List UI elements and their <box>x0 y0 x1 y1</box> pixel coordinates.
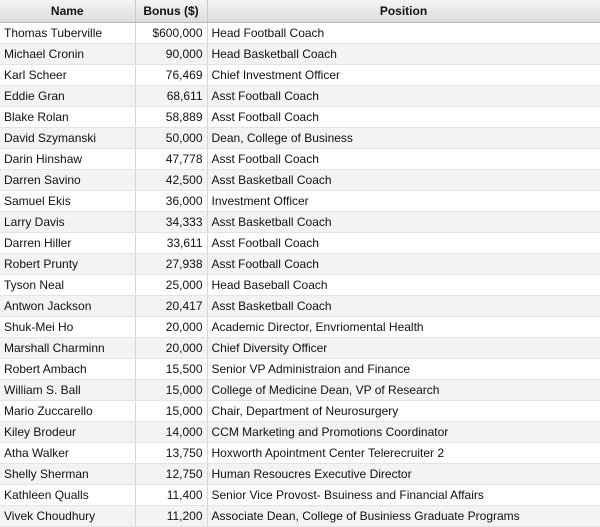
table-row <box>0 421 600 442</box>
cell-position: Chair, Department of Neurosurgery <box>207 400 600 421</box>
column-header-bonus[interactable]: Bonus ($) <box>135 0 207 22</box>
cell-bonus: 14,000 <box>135 421 207 442</box>
cell-position: Human Resoucres Executive Director <box>207 463 600 484</box>
table-row <box>0 232 600 253</box>
cell-name: Shuk-Mei Ho <box>0 316 135 337</box>
cell-name: Samuel Ekis <box>0 190 135 211</box>
cell-bonus: 25,000 <box>135 274 207 295</box>
cell-name: Vivek Choudhury <box>0 505 135 526</box>
table-row <box>0 316 600 337</box>
column-header-name[interactable]: Name <box>0 0 135 22</box>
cell-bonus: 90,000 <box>135 43 207 64</box>
column-header-position[interactable]: Position <box>207 0 600 22</box>
cell-name: Tyson Neal <box>0 274 135 295</box>
cell-position: Asst Basketball Coach <box>207 211 600 232</box>
cell-position: Head Baseball Coach <box>207 274 600 295</box>
cell-position: Asst Basketball Coach <box>207 295 600 316</box>
cell-bonus: 33,611 <box>135 232 207 253</box>
cell-name: Kiley Brodeur <box>0 421 135 442</box>
cell-bonus: 12,750 <box>135 463 207 484</box>
table-body <box>0 22 600 526</box>
cell-bonus: $600,000 <box>135 22 207 43</box>
cell-position: Investment Officer <box>207 190 600 211</box>
cell-bonus: 34,333 <box>135 211 207 232</box>
cell-name: Blake Rolan <box>0 106 135 127</box>
cell-bonus: 20,417 <box>135 295 207 316</box>
table-row <box>0 253 600 274</box>
table-row <box>0 505 600 526</box>
table-row <box>0 484 600 505</box>
cell-position: Academic Director, Envriomental Health <box>207 316 600 337</box>
table-row <box>0 337 600 358</box>
table-row <box>0 379 600 400</box>
cell-bonus: 20,000 <box>135 316 207 337</box>
cell-position: College of Medicine Dean, VP of Research <box>207 379 600 400</box>
cell-name: William S. Ball <box>0 379 135 400</box>
table-row <box>0 463 600 484</box>
cell-name: Larry Davis <box>0 211 135 232</box>
cell-name: Thomas Tuberville <box>0 22 135 43</box>
table-row <box>0 106 600 127</box>
cell-name: Eddie Gran <box>0 85 135 106</box>
cell-position: Senior Vice Provost- Bsuiness and Financial Affairs <box>207 484 600 505</box>
cell-position: Asst Football Coach <box>207 85 600 106</box>
table-row <box>0 442 600 463</box>
table-row <box>0 169 600 190</box>
cell-bonus: 15,000 <box>135 379 207 400</box>
cell-bonus: 20,000 <box>135 337 207 358</box>
cell-bonus: 27,938 <box>135 253 207 274</box>
cell-position: Asst Football Coach <box>207 253 600 274</box>
cell-position: Asst Football Coach <box>207 232 600 253</box>
cell-position: Associate Dean, College of Businiess Graduate Programs <box>207 505 600 526</box>
table-row <box>0 295 600 316</box>
cell-name: Karl Scheer <box>0 64 135 85</box>
table-row <box>0 358 600 379</box>
cell-position: Chief Investment Officer <box>207 64 600 85</box>
table-row <box>0 148 600 169</box>
cell-position: Senior VP Administraion and Finance <box>207 358 600 379</box>
cell-bonus: 68,611 <box>135 85 207 106</box>
cell-position: Dean, College of Business <box>207 127 600 148</box>
cell-name: Michael Cronin <box>0 43 135 64</box>
cell-name: Antwon Jackson <box>0 295 135 316</box>
cell-bonus: 42,500 <box>135 169 207 190</box>
cell-name: Mario Zuccarello <box>0 400 135 421</box>
cell-bonus: 50,000 <box>135 127 207 148</box>
cell-bonus: 11,400 <box>135 484 207 505</box>
cell-position: Head Basketball Coach <box>207 43 600 64</box>
cell-name: Marshall Charminn <box>0 337 135 358</box>
cell-bonus: 76,469 <box>135 64 207 85</box>
table-row <box>0 211 600 232</box>
header-row <box>0 0 600 22</box>
table-row <box>0 85 600 106</box>
table-row <box>0 190 600 211</box>
cell-bonus: 15,000 <box>135 400 207 421</box>
table-row <box>0 64 600 85</box>
cell-name: Darren Hiller <box>0 232 135 253</box>
cell-name: Robert Prunty <box>0 253 135 274</box>
cell-position: Hoxworth Apointment Center Telerecruiter 2 <box>207 442 600 463</box>
table-row <box>0 400 600 421</box>
cell-name: Kathleen Qualls <box>0 484 135 505</box>
cell-name: Atha Walker <box>0 442 135 463</box>
cell-position: Asst Football Coach <box>207 106 600 127</box>
cell-position: CCM Marketing and Promotions Coordinator <box>207 421 600 442</box>
cell-position: Chief Diversity Officer <box>207 337 600 358</box>
cell-bonus: 36,000 <box>135 190 207 211</box>
cell-name: Darin Hinshaw <box>0 148 135 169</box>
cell-name: David Szymanski <box>0 127 135 148</box>
cell-position: Head Football Coach <box>207 22 600 43</box>
table-row <box>0 274 600 295</box>
cell-name: Robert Ambach <box>0 358 135 379</box>
cell-bonus: 15,500 <box>135 358 207 379</box>
cell-name: Darren Savino <box>0 169 135 190</box>
cell-bonus: 11,200 <box>135 505 207 526</box>
cell-position: Asst Basketball Coach <box>207 169 600 190</box>
cell-position: Asst Football Coach <box>207 148 600 169</box>
table-row <box>0 127 600 148</box>
cell-bonus: 58,889 <box>135 106 207 127</box>
cell-bonus: 47,778 <box>135 148 207 169</box>
cell-name: Shelly Sherman <box>0 463 135 484</box>
cell-bonus: 13,750 <box>135 442 207 463</box>
table-row <box>0 22 600 43</box>
table-row <box>0 43 600 64</box>
